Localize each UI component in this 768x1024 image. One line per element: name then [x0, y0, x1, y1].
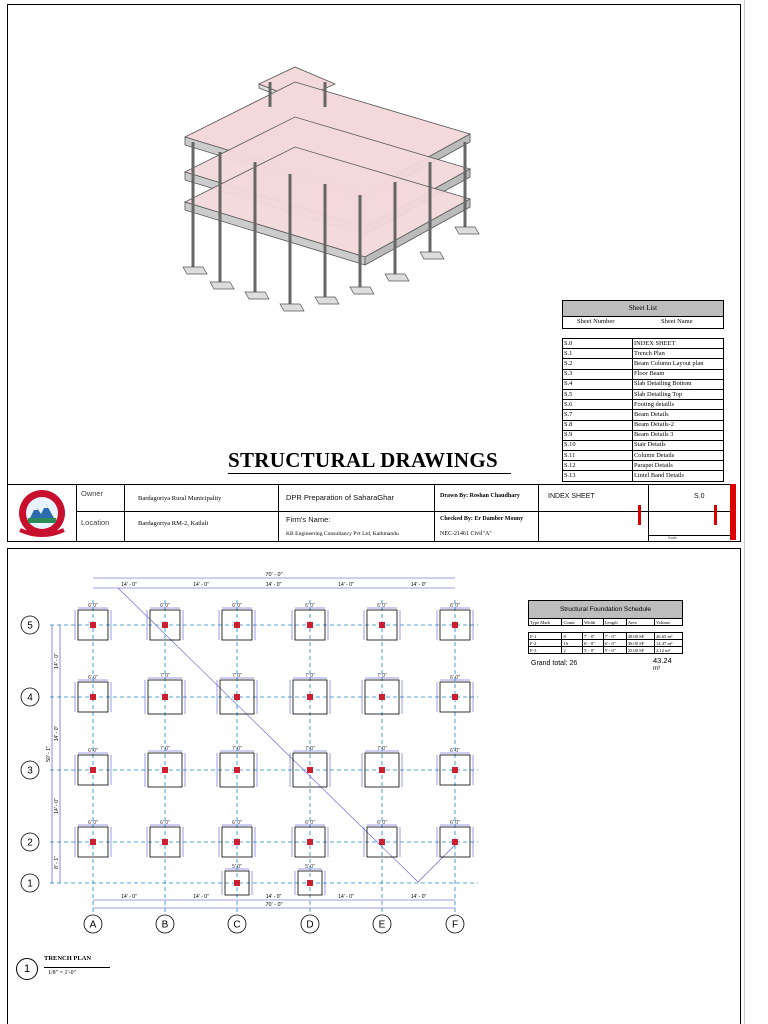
grid-column-label: E	[378, 919, 386, 931]
footing-dimension: 5' 0"	[232, 864, 242, 870]
table-row: S.11 Column Details	[563, 451, 724, 461]
grid-column-label: C	[233, 919, 241, 931]
footing-dimension: 6' 0"	[88, 603, 98, 609]
checked-by: Checked By: Er Damber Mouny	[440, 516, 524, 522]
section-line	[418, 845, 455, 882]
column-stub	[90, 839, 96, 845]
footing-dimension: 7' 0"	[232, 746, 242, 752]
grid-labels	[21, 616, 464, 933]
footing-dimension: 5' 0"	[305, 864, 315, 870]
dimension-lines	[46, 572, 473, 908]
owner-value: Bardagoriya Rural Municipality	[138, 495, 222, 502]
table-row: S.6 Footing detaills	[563, 400, 724, 410]
footing-dimension: 6' 0"	[450, 748, 460, 754]
location-label: Location	[81, 518, 110, 527]
grid-column-label: D	[306, 919, 314, 931]
footing-dimension: 6' 0"	[232, 603, 242, 609]
column-stub	[379, 694, 385, 700]
column-stub	[90, 622, 96, 628]
grid-column-label: B	[161, 919, 169, 931]
grid-row-label: 4	[27, 692, 33, 704]
table-row: S.9 Beam Details 3	[563, 430, 724, 440]
footing-dimension: 6' 0"	[305, 820, 315, 826]
footing-dimension: 7' 0"	[232, 673, 242, 679]
bay-dimension: 14' - 0"	[121, 582, 137, 588]
footing-dimension: 7' 0"	[377, 673, 387, 679]
bay-dimension: 14' - 0"	[338, 582, 354, 588]
table-row: F-1 8 7' - 0" 7' - 0" 49.00 SF 26.65 m³	[529, 633, 683, 640]
footing-dimension: 6' 0"	[377, 603, 387, 609]
location-value: Bardagoriya RM-2, Kailali	[138, 520, 209, 527]
bay-dimension: 14' - 0"	[121, 894, 137, 900]
footing-dimension: 6' 0"	[450, 603, 460, 609]
footing-dimension: 6' 0"	[160, 603, 170, 609]
footing-dimension: 7' 0"	[160, 746, 170, 752]
sheet-name: INDEX SHEET	[548, 493, 595, 500]
grid-row-label: 1	[27, 878, 33, 890]
bay-dimension: 14' - 0"	[193, 582, 209, 588]
overall-dimension: 70' - 0"	[265, 572, 283, 578]
footing-dimension: 6' 0"	[305, 603, 315, 609]
footing-dimension: 6' 0"	[450, 675, 460, 681]
drawn-by: Drawn By: Roshan Chaudhary	[440, 493, 520, 499]
row-dimension: 8' - 1"	[54, 856, 60, 869]
title-underline	[228, 473, 511, 474]
foundation-schedule-header: Structural Foundation Schedule	[528, 600, 683, 619]
view-number-bubble: 1	[16, 958, 38, 980]
footing-dimension: 7' 0"	[305, 673, 315, 679]
table-row: S.10 Stair Details	[563, 440, 724, 450]
sheet-list-table	[562, 338, 724, 482]
table-row: S.13 Lintel Band Details	[563, 471, 724, 481]
schedule-grand-total: Grand total: 26	[531, 660, 578, 667]
column-stub	[234, 880, 240, 886]
table-row: S.4 Slab Detailing Bottom	[563, 379, 724, 389]
column-stub	[307, 880, 313, 886]
column-stub	[234, 767, 240, 773]
title-block-accent	[730, 484, 736, 540]
title-block	[8, 484, 736, 542]
sheet-number-column: Sheet Number	[577, 318, 615, 325]
row-dimension: 14' - 0"	[54, 798, 60, 814]
owner-label: Owner	[81, 489, 104, 498]
column-stub	[90, 767, 96, 773]
footing-dimension: 7' 0"	[377, 746, 387, 752]
column-stub	[379, 767, 385, 773]
grid-column-label: F	[451, 919, 459, 931]
foundation-schedule-table	[528, 618, 683, 654]
footing-dimension: 6' 0"	[88, 748, 98, 754]
table-row: S.0 INDEX SHEET	[563, 339, 724, 349]
section-line	[118, 588, 418, 882]
sheet-list-header: Sheet List	[562, 300, 724, 317]
total-dimension: 50' - 1"	[46, 746, 52, 762]
drawing-set-title: STRUCTURAL DRAWINGS	[228, 448, 499, 472]
table-row: S.12 Parapet Details	[563, 461, 724, 471]
table-row: S.2 Beam Column Layout plan	[563, 359, 724, 369]
schedule-total-volume: 43.24 m³	[653, 656, 672, 672]
footing-dimension: 6' 0"	[450, 820, 460, 826]
footing-dimension: 6' 0"	[377, 820, 387, 826]
view-title: TRENCH PLAN	[44, 955, 92, 962]
column-stub	[452, 839, 458, 845]
column-stub	[234, 839, 240, 845]
column-stub	[234, 694, 240, 700]
column-stub	[90, 694, 96, 700]
column-stub	[452, 694, 458, 700]
column-stub	[379, 622, 385, 628]
column-stub	[307, 839, 313, 845]
project-name: DPR Preparation of SaharaGhar	[286, 493, 394, 502]
grid-row-label: 5	[27, 620, 33, 632]
bay-dimension: 14' - 0"	[338, 894, 354, 900]
column-stub	[452, 767, 458, 773]
column-stub	[452, 622, 458, 628]
engineer-registration: NEC-21461 Civil"A"	[440, 531, 492, 537]
table-row: S.1 Trench Plan	[563, 349, 724, 359]
title-block-accent	[714, 505, 717, 525]
column-stub	[307, 767, 313, 773]
bay-dimension: 14' - 0"	[265, 582, 282, 588]
view-title-underline	[44, 967, 110, 968]
column-stub	[162, 767, 168, 773]
scale-label: Scale	[668, 536, 677, 540]
row-dimension: 14' - 0"	[54, 653, 60, 669]
column-stub	[162, 839, 168, 845]
right-margin	[744, 0, 768, 1024]
column-stub	[307, 622, 313, 628]
footing-dimension: 6' 0"	[88, 820, 98, 826]
column-stub	[307, 694, 313, 700]
column-stub	[162, 622, 168, 628]
bay-dimension: 14' - 0"	[265, 894, 282, 900]
grid-row-label: 2	[27, 837, 33, 849]
footings	[78, 603, 470, 895]
bay-dimension: 14' - 0"	[410, 894, 427, 900]
row-dimension: 14' - 0"	[54, 725, 60, 742]
title-block-accent	[638, 505, 641, 525]
grid-row-label: 3	[27, 765, 33, 777]
table-row: F-3 2 5' - 0" 5' - 0" 25.00 SF 2.12 m³	[529, 647, 683, 654]
footing-dimension: 7' 0"	[305, 746, 315, 752]
building-isometric-3d	[175, 42, 485, 317]
table-row: F-2 16 6' - 0" 6' - 0" 36.00 SF 14.47 m³	[529, 640, 683, 647]
bay-dimension: 14' - 0"	[193, 894, 209, 900]
footing-dimension: 6' 0"	[160, 820, 170, 826]
firm-label: Firm's Name:	[286, 515, 331, 524]
table-header-row: Type Mark Count Width Length Area Volume	[529, 619, 683, 626]
sheet-list-columns	[562, 317, 724, 329]
footing-dimension: 6' 0"	[232, 820, 242, 826]
sheet-name-column: Sheet Name	[661, 318, 693, 325]
sheet-number: S.0	[694, 493, 705, 500]
column-stub	[234, 622, 240, 628]
view-scale: 1/8" = 1'-0"	[48, 970, 77, 976]
bay-dimension: 14' - 0"	[410, 582, 427, 588]
table-row: S.3 Floor Beam	[563, 369, 724, 379]
grid-column-label: A	[89, 919, 97, 931]
grid-lines	[50, 588, 478, 912]
column-stub	[379, 839, 385, 845]
firm-value: KB Engineering Consultancy Pvt Ltd, Kathmandu	[286, 531, 399, 537]
table-row: S.5 Slab Detailing Top	[563, 389, 724, 399]
table-row: S.8 Beam Details-2	[563, 420, 724, 430]
column-stub	[162, 694, 168, 700]
footing-dimension: 7' 0"	[160, 673, 170, 679]
footing-dimension: 6' 0"	[88, 675, 98, 681]
overall-dimension: 70' - 0"	[265, 902, 283, 908]
table-row: S.7 Beam Details	[563, 410, 724, 420]
trench-plan-drawing	[8, 560, 528, 950]
